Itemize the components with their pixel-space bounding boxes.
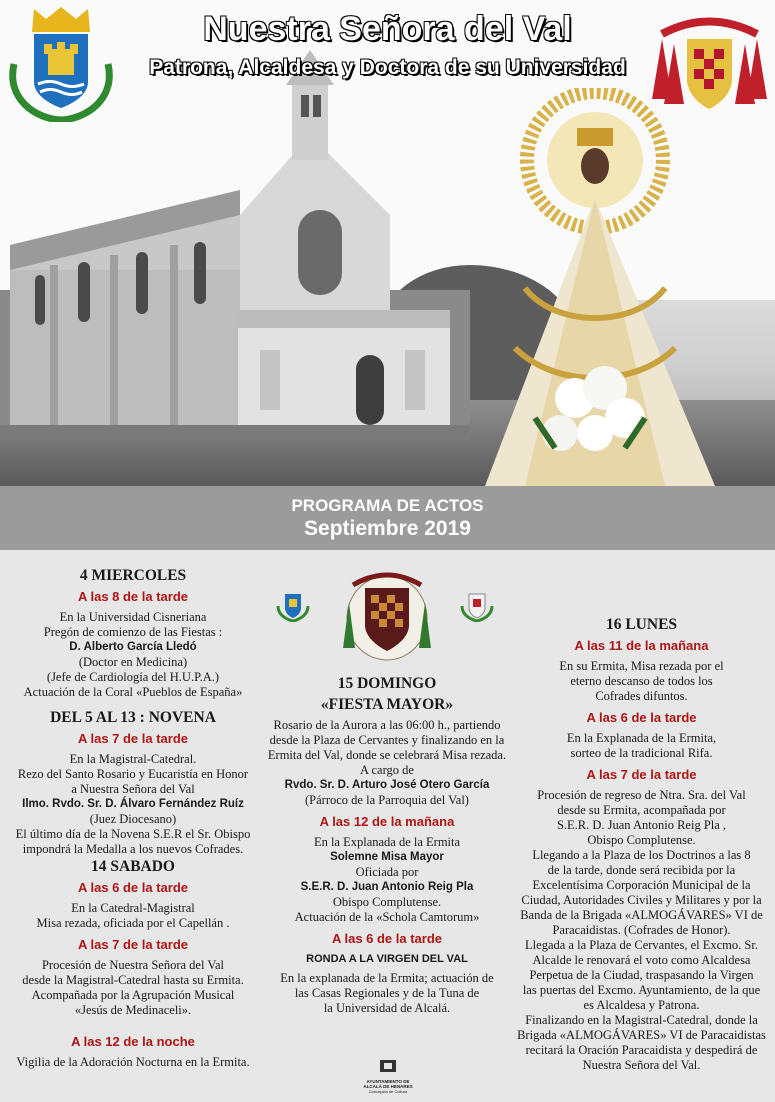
- event-text: S.E.R. D. Juan Antonio Reig Pla ,: [556, 818, 727, 832]
- event-text: En la explanada de la Ermita; actuación de: [280, 971, 494, 985]
- event-text: Nuestra Señora del Val.: [582, 1058, 701, 1072]
- programme-banner: [0, 486, 775, 550]
- programme-heading: PROGRAMA DE ACTOS: [291, 496, 484, 515]
- event-text: sorteo de la tradicional Rifa.: [570, 746, 713, 760]
- event-text: Excelentísima Corporación Municipal de la: [532, 878, 751, 892]
- hero-photo: [0, 0, 775, 486]
- small-ecclesiastical-arms-icon: [460, 588, 494, 622]
- event-text: Pregón de comienzo de las Fiestas :: [43, 625, 223, 639]
- event-text: Finalizando en la Magistral-Catedral, donde la: [525, 1013, 758, 1027]
- event-text: Ermita del Val, donde se celebrará Misa rezada.: [267, 748, 507, 762]
- event-text: a Nuestra Señora del Val: [71, 782, 195, 796]
- event-text: desde la Plaza de Cervantes y finalizando en la: [269, 733, 505, 747]
- event-text: Alcalde le renovará el voto como Alcaldesa: [532, 953, 751, 967]
- small-alcala-arms-icon: [276, 588, 310, 622]
- day-heading-novena: DEL 5 AL 13 : NOVENA: [50, 709, 216, 726]
- event-text: (Doctor en Medicina): [78, 655, 188, 669]
- event-text: Rosario de la Aurora a las 06:00 h., partiendo: [273, 718, 501, 732]
- poster-subtitle: Patrona, Alcaldesa y Doctora de su Universidad: [149, 56, 626, 79]
- brotherhood-crest-icon: [343, 563, 431, 663]
- event-text: Llegando a la Plaza de los Doctrinos a las 8: [532, 848, 751, 862]
- event-text: desde su Ermita, acompañada por: [557, 803, 726, 817]
- time-label: A las 8 de la tarde: [77, 589, 189, 604]
- event-text: El último día de la Novena S.E.R el Sr. Obispo: [15, 827, 251, 841]
- column-left: [8, 568, 258, 1070]
- poster-title: Nuestra Señora del Val: [203, 10, 572, 48]
- city-council-logo-icon: [378, 1058, 398, 1074]
- virgin-statue-image: [465, 88, 740, 486]
- ronda-heading: RONDA A LA VIRGEN DEL VAL: [306, 953, 468, 965]
- time-label: A las 7 de la tarde: [77, 731, 189, 746]
- event-text: Oficiada por: [355, 865, 419, 879]
- time-label: A las 6 de la tarde: [331, 931, 443, 946]
- column-center: [262, 676, 512, 1016]
- programme-date: Septiembre 2019: [304, 517, 471, 540]
- event-text: (Párroco de la Parroquia del Val): [305, 793, 469, 807]
- fiesta-mayor-heading: «FIESTA MAYOR»: [320, 696, 454, 713]
- event-text: desde la Magistral-Catedral hasta su Ermita.: [22, 973, 244, 987]
- column-right: [514, 617, 769, 1073]
- event-text: Perpetua de la Ciudad, traspasando la Virgen: [529, 968, 754, 982]
- mass-title: Solemne Misa Mayor: [330, 851, 444, 863]
- event-text: Llegada a la Plaza de Cervantes, el Excmo. Sr.: [525, 938, 758, 952]
- event-text: Actuación de la «Schola Camtorum»: [294, 910, 480, 924]
- event-text: (Jefe de Cardiología del H.U.P.A.): [46, 670, 220, 684]
- event-text: Actuación de la Coral «Pueblos de España»: [23, 685, 243, 699]
- event-text: Obispo Complutense.: [587, 833, 696, 847]
- event-text: En la Explanada de la Ermita: [313, 835, 461, 849]
- event-text: En la Explanada de la Ermita,: [566, 731, 717, 745]
- event-text: impondrá la Medalla a los nuevos Cofrades.: [22, 842, 244, 856]
- event-text: es Alcaldesa y Patrona.: [583, 998, 700, 1012]
- speaker-name: Ilmo. Rvdo. Sr. D. Álvaro Fernández Ruíz: [22, 798, 244, 810]
- event-text: En su Ermita, Misa rezada por el: [559, 659, 724, 673]
- speaker-name: D. Alberto García Lledó: [69, 641, 197, 653]
- event-text: (Juez Diocesano): [89, 812, 177, 826]
- event-text: de la tarde, donde será recibida por la: [547, 863, 736, 877]
- day-heading-15: 15 DOMINGO: [337, 675, 437, 692]
- time-label: A las 6 de la tarde: [586, 710, 697, 725]
- speaker-name: Rvdo. Sr. D. Arturo José Otero García: [284, 779, 490, 791]
- logo-line2: ALCALÁ DE HENARES: [363, 1084, 413, 1089]
- event-text: Procesión de regreso de Ntra. Sra. del Val: [537, 788, 746, 802]
- time-label: A las 12 de la noche: [71, 1034, 195, 1049]
- event-text: las puertas del Excmo. Ayuntamiento, de la que: [522, 983, 761, 997]
- event-text: eterno descanso de todos los: [570, 674, 713, 688]
- time-label: A las 7 de la tarde: [586, 767, 697, 782]
- time-label: A las 12 de la mañana: [319, 814, 455, 829]
- time-label: A las 11 de la mañana: [574, 638, 709, 653]
- event-text: Banda de la Brigada «ALMOGÁVARES» VI de: [520, 908, 763, 922]
- city-council-logo: [352, 1058, 424, 1094]
- logo-line3: Concejalía de Cultura: [368, 1089, 408, 1094]
- event-text: Brigada «ALMOGÁVARES» VI de Paracaidistas: [517, 1028, 766, 1042]
- event-text: A cargo de: [360, 763, 414, 777]
- event-text: Rezo del Santo Rosario y Eucaristía en Honor: [17, 767, 249, 781]
- event-text: Vigilia de la Adoración Nocturna en la Ermita.: [16, 1055, 250, 1069]
- event-text: Ciudad, Autoridades Civiles y Militares y por la: [521, 893, 762, 907]
- day-heading-4: 4 MIERCOLES: [79, 567, 187, 584]
- time-label: A las 6 de la tarde: [77, 880, 189, 895]
- event-text: «Jesús de Medinaceli».: [74, 1003, 192, 1017]
- event-text: Cofrades difuntos.: [595, 689, 688, 703]
- event-text: Paracaidistas. (Cofrades de Honor).: [552, 923, 731, 937]
- logo-line1: AYUNTAMIENTO DE: [366, 1079, 410, 1084]
- event-text: la Universidad de Alcalá.: [323, 1001, 451, 1015]
- event-text: En la Magistral-Catedral.: [69, 752, 197, 766]
- speaker-name: S.E.R. D. Juan Antonio Reig Pla: [300, 881, 474, 893]
- day-heading-14: 14 SABADO: [91, 858, 175, 875]
- event-text: Procesión de Nuestra Señora del Val: [41, 958, 224, 972]
- event-text: En la Universidad Cisneriana: [59, 610, 207, 624]
- event-text: las Casas Regionales y de la Tuna de: [294, 986, 480, 1000]
- event-text: En la Catedral-Magistral: [71, 901, 195, 915]
- time-label: A las 7 de la tarde: [77, 937, 189, 952]
- event-text: Acompañada por la Agrupación Musical: [31, 988, 235, 1002]
- event-text: Obispo Complutense.: [332, 895, 442, 909]
- event-text: recitará la Oración Paracaidista y despedirá de: [525, 1043, 758, 1057]
- day-heading-16: 16 LUNES: [605, 616, 678, 633]
- event-text: Misa rezada, oficiada por el Capellán .: [36, 916, 230, 930]
